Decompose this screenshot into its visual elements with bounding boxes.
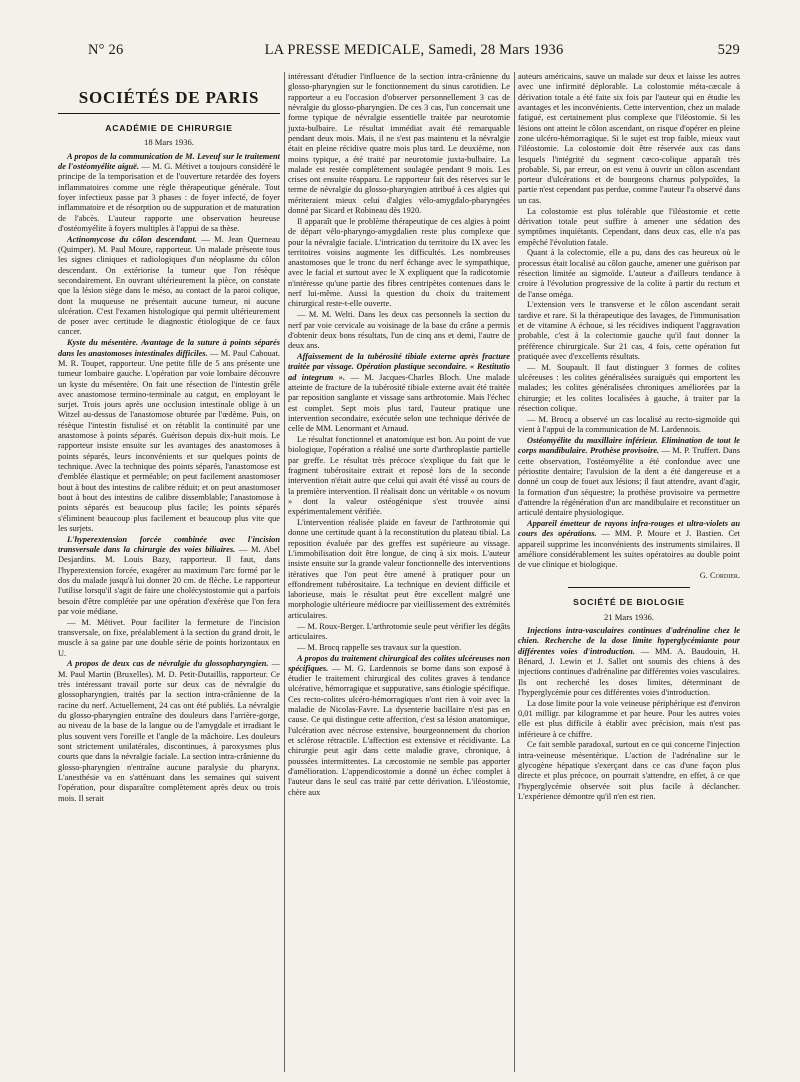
biologie-body: [518, 626, 740, 802]
article-paragraph: [288, 622, 510, 643]
journal-title: LA PRESSE MEDICALE, Samedi, 28 Mars 1936: [264, 42, 564, 58]
article-text: Ce fait semble paradoxal, surtout en ce qui concerne l'injection intra-veineuse mésentérique. L'action de l'adrénaline sur le glycogène hépatique s'exerçant dans ce cas d'une façon plus directe et plus précoce, on pourrait s'attendre, en effet, à ce que l'hyperglycémie observée soit plus facile à déclancher. L'expérience démontre qu'il n'en est rien.: [518, 740, 740, 801]
article-paragraph: [288, 217, 510, 310]
article-heading: A propos de deux cas de névralgie du glossopharyngien.: [67, 659, 269, 669]
article-text: — M. Paul Cabouat. M. R. Toupet, rapporteur. Une petite fille de 5 ans présente une tumeur lombaire gauche. L'opération par voie lombaire découvre un kyste du mésentère. On fait une résection de l'intestin grêle avec anastomose termino-terminale au catgut, en employant le surjet. Trois jours après une occlusion intestinale oblige à un Witzel au-dessus de l'anastomose obturée par l'œdème. Puis, on résèque l'intestin fistulisé et on rétablit la continuité par une anastomose à points séparés. Guérison depuis dix-huit mois. Le rapporteur insiste ensuite sur les avantages des anastomoses à points séparés, leurs inconvénients et sur quelques points de technique. Avec la technique des points séparés, l'anastomose est d'emblée élastique et perméable; on peut facilement anastomoser bout à bout des intestins de calibre réduit; et on peut anastomoser bout à bout des intestins de calibre dissemblable; l'anastomose à points séparés est beaucoup plus facile; les points séparés s'éliminent beaucoup plus facilement et beaucoup plus vite que les surjets.: [58, 348, 281, 533]
article-text: — MM. P. Moure et J. Bastien. Cet appareil supprime les inconvénients des instruments similaires. Il améliore considérablement les suites opératoires au double point de vue clinique et biologique.: [518, 529, 740, 570]
article-paragraph: [58, 152, 280, 235]
article-paragraph: [58, 338, 280, 534]
article-heading: Kyste du mésentère. Avantage de la suture à points séparés dans les anastomoses intestinales difficiles.: [58, 338, 280, 358]
academie-title: ACADÉMIE DE CHIRURGIE: [105, 123, 233, 133]
article-heading: L'hyperextension forcée combinée avec l'incision transversale dans la chirurgie des voies biliaires.: [58, 534, 280, 554]
article-text: — M. Soupault. Il faut distinguer 3 formes de colites ulcéreuses : les colites généralisées suraiguës qui emportent les malades; les colites généralisées chroniques améliorées par la chirurgie; et les colites localisées à gauche, à traiter par la résection colique.: [518, 362, 740, 413]
page-header: [88, 42, 740, 66]
section-title: SOCIÉTÉS DE PARIS: [58, 88, 280, 114]
column-1-body: [58, 152, 280, 804]
article-paragraph: [288, 72, 510, 216]
column-2-body: [288, 72, 510, 798]
article-paragraph: [288, 518, 510, 621]
article-text: — M. Roux-Berger. L'arthrotomie seule peut vérifier les dégâts articulaires.: [288, 621, 510, 641]
column-2: [288, 72, 510, 798]
article-paragraph: [518, 72, 740, 206]
article-heading: A propos du traitement chirurgical des colites ulcéreuses non spécifiques.: [288, 653, 510, 673]
biologie-date: 21 Mars 1936.: [604, 611, 654, 622]
article-paragraph: [58, 235, 280, 338]
article-text: Il apparaît que le problème thérapeutique de ces algies à point de départ vélo-pharyngo-amygdalien reste plus complexe que pour la névralgie faciale. L'intrication du territoire du IX avec les territoires voisins augmente les difficultés. Les nombreuses anastomoses que le tronc du nerf échange avec le sympathique, avec le facial et surtout avec le X expliquent que la radicotomie n'intéresse qu'une partie des fibres centripètes contenues dans le nerf lui-même. Aussi la question du choix du traitement chirurgical reste-t-elle ouverte.: [288, 216, 510, 309]
article-paragraph: [518, 207, 740, 248]
article-heading: Ostéomyélite du maxillaire inférieur. Elimination de tout le corps mandibulaire. Prothèse provisoire.: [518, 435, 740, 456]
section-divider: [568, 587, 690, 588]
article-heading: Appareil émetteur de rayons infra-rouges et ultra-violets au cours des opérations.: [518, 518, 740, 539]
issue-number: N° 26: [88, 42, 124, 58]
article-text: — M. G. Lardennois se borne dans son exposé à étudier le traitement chirurgical des colites graves à tendance ulcérative, hémorragique et suppurative, sans étiologie spécifique. Ces recto-colites ulcéro-hémorragiques n'ont rien à voir avec la maladie de Nicolas-Favre. La dysenterie bacillaire n'est pas en cause. Ce qui distingue cette affection, c'est sa lésion anatomique, l'ulcération avec nécrose extensive, bourgeonnement du chorion et sclérose rétractile. L'affection est extensive et récidivante. La chirurgie peut agir dans cette maladie grave, chronique, à poussées intermittentes. La cæcostomie ne semble pas apporter d'amélioration. L'appendicostomie a donné un échec complet à l'auteur dans le seul cas traité par cette dérivation. L'iléostomie, chère aux: [288, 663, 510, 797]
article-paragraph: [288, 643, 510, 653]
article-text: L'extension vers le transverse et le côlon ascendant serait tardive et rare. Si la thérapeutique des lavages, de l'immunisation et de vitamine A échoue, si les récidives indiquent l'aggravation probable, c'est à la colectomie gauche qu'il faut donner la préférence chirurgicale. Sur 21 cas, 4 fois, cette opération fut pratiquée avec d'excellents résultats.: [518, 300, 740, 361]
column-divider: [514, 72, 515, 1072]
article-paragraph: [288, 654, 510, 798]
article-text: — M. Jean Querneau (Quimper). M. Paul Moure, rapporteur. Un malade présente tous les signes cliniques et radiologiques d'un néoplasme du côlon descendant. On extériorise la tumeur que l'on résèque secondairement. En ouvrant ultérieurement la pièce, on constate que la lésion siège dans le méso, au contact de la paroi colique, dont la muqueuse ne présentait aucune tumeur, ni aucune ulcération. C'est l'examen histologique qui permit ultérieurement de poser avec certitude le diagnostic étiologique de ce faux cancer.: [58, 234, 280, 337]
article-paragraph: [58, 618, 280, 659]
article-text: — M. P. Truffert. Dans cette observation, l'ostéomyélite a été confondue avec une périostite dentaire; l'avulsion de la dent a été dangereuse et a donné un coup de fouet aux lésions; il faut attendre, avant d'agir, la formation d'un séquestre; la prothèse provisoire va permettre d'attendre la régénération d'un arc mandibulaire et reconstituer un articulé dentaire physiologique.: [518, 446, 740, 518]
article-paragraph: [518, 436, 740, 519]
article-text: La colostomie est plus tolérable que l'iléostomie et cette dérivation totale peut suffire à amener une sédation des symptômes inquiétants. Cependant, dans deux cas, elle n'a pas empêché l'évolution fatale.: [518, 206, 740, 247]
article-text: intéressant d'étudier l'influence de la section intra-crânienne du glosso-pharyngien sur le fonctionnement du sinus carotidien. Le rapporteur a eu l'occasion d'observer personnellement 3 cas de névralgie du glosso-pharyngien. De ces 3 cas, l'un concernait une forme typique de névralgie essentielle traitée par neurotomie juxta-bulbaire. Le résultat immédiat avait été remarquable pendant deux mois. Mais, il ne s'est pas maintenu et la névralgie était en pleine récidive quatre mois plus tard. Le deuxième, non moins typique, a été traité par neurotomie juxta-bulbaire. La malade est restée complètement soulagée pendant 9 mois. Les crises ont ensuite réapparu. Le rapporteur fait des réserves sur le terme de névralgie du glosso-pharyngien attribué à ces algies qui mériteraient mieux celui d'algies vélo-amygdalo-pharyngées donné par Sicard et Robineau dès 1920.: [288, 72, 510, 216]
article-heading: Actinomycose du côlon descendant.: [67, 234, 197, 244]
article-paragraph: [518, 300, 740, 362]
article-text: — M. G. Métivet a toujours considéré le principe de la temporisation et de l'ouverture retardée des foyers inflammatoires comme une règle thérapeutique générale. Tout foyer infectieux passe par 3 phases : de foyer infecté, de foyer inflammatoire et de résorption ou de suppuration et de maturation de l'abcès. L'auteur rapporte une observation heureuse d'ostéomyélite à foyers multiples à l'appui de sa thèse.: [58, 161, 280, 233]
article-paragraph: [58, 535, 280, 618]
article-paragraph: [288, 435, 510, 518]
article-text: Quant à la colectomie, elle a pu, dans des cas heureux où le processus était localisé au côlon gauche, amener une guérison par résection limitée au sigmoïde. L'auteur a d'ailleurs tendance à croire à l'évolution progressive de la colite à partir du rectum et de l'anse oméga.: [518, 248, 740, 299]
article-paragraph: [58, 659, 280, 803]
article-paragraph: [518, 699, 740, 740]
signature: G. Cordier.: [699, 571, 740, 580]
article-paragraph: [518, 740, 740, 802]
article-text: auteurs américains, sauve un malade sur deux et laisse les autres avec une infirmité déplorable. La colostomie méta-cæcale à dérivation totale a été faite six fois par l'auteur qui en étudie les avantages et les inconvénients. Cette intervention, chez un malade fatigué, est certainement plus complexe que l'iléostomie. Si les lésions ont atteint le côlon ascendant, on risque d'opérer en pleine zone ulcéro-hémorragique. Si le sujet est trop faible, mieux vaut l'iléostomie. La colostomie doit être réservée aux cas dans lesquels l'intégrité du segment cæco-colique apparaît très probable. Si, par erreur, on est venu à ouvrir un côlon ascendant porteur d'ulcérations et de bourgeons charnus polypoïdes, la partie n'est cependant pas perdue, comme l'auteur l'a observé dans un cas.: [518, 72, 740, 205]
biologie-title: SOCIÉTÉ DE BIOLOGIE: [573, 597, 685, 608]
article-paragraph: [288, 310, 510, 351]
article-text: — M. Brocq rappelle ses travaux sur la question.: [297, 642, 462, 652]
column-3: [518, 72, 740, 803]
article-paragraph: [518, 626, 740, 698]
article-text: — M. Paul Martin (Bruxelles). M. D. Petit-Dutaillis, rapporteur. Ce très intéressant travail porte sur deux cas de névralgie du glossopharyngien, traités par la section intra-crânienne de la racine du nerf. Actuellement, 24 cas ont été publiés. La névralgie du glosso-pharyngien entraîne des douleurs dans l'arrière-gorge, au niveau de la base de la langue ou de l'amygdale et irradiant le plus souvent vers l'oreille et l'angle de la mâchoire. Les douleurs sont strictement unilatérales, discontinues, à paroxysmes plus courts que dans la névralgie faciale. La section intra-crânienne du glosso-pharyngien n'entraîne aucune paralysie du pharynx. L'anesthésie va en s'atténuant dans les semaines qui suivent l'opération, pour disparaître complètement après deux ou trois mois. Il serait: [58, 659, 280, 803]
article-text: — M. Métivet. Pour faciliter la fermeture de l'incision transversale, on fixe, préalablement à la section du grand droit, le muscle à sa gaine par une double série de points horizontaux en U.: [58, 617, 280, 658]
article-text: Le résultat fonctionnel et anatomique est bon. Au point de vue biologique, l'opération a réalisé une sorte d'arthroplastie partielle par greffe. Le résultat très précoce s'explique du fait que le fragment tubérositaire extrait et reposé lors de la seconde intervention n'était autre que celui qui avait été vissé au cours de la première intervention. Il réalisait donc un véritable « os novum » dont la valeur ostéogénique s'est trouvée ainsi expérimentalement vérifiée.: [288, 434, 510, 517]
article-text: L'intervention réalisée plaide en faveur de l'arthrotomie qui donne une certitude quant à la reconstitution du plateau tibial. La reposition évaluée par des greffes est supérieure au vissage. L'immobilisation doit être longue, de cinq à six mois. L'auteur insiste ensuite sur la grande valeur fonctionnelle des interventions itératives que l'on peut être amené à pratiquer pour un effondrement tubérositaire. La technique en devient difficile et laborieuse, mais le résultat peut être excellent malgré une morphologie ultérieure médiocre par vieillissement des extrémités articulaires.: [288, 517, 510, 620]
article-text: — M. M. Welti. Dans les deux cas personnels la section du nerf par voie cervicale au voisinage de la base du crâne a permis d'obtenir deux bons résultats, l'un de cinq ans et demi, l'autre de deux ans.: [288, 310, 510, 351]
article-paragraph: [518, 248, 740, 300]
article-paragraph: [518, 415, 740, 436]
column-1: [58, 72, 280, 804]
article-heading: Injections intra-vasculaires continues d'adrénaline chez le chien. Recherche de la dose limite hyperglycémiante pour différentes voies d'introduction.: [518, 625, 740, 656]
column-divider: [284, 72, 285, 1072]
column-3-body: [518, 72, 740, 571]
article-text: La dose limite pour la voie veineuse périphérique est d'environ 0,01 milligr. par kilogramme et par heure. Pour les autres voies elle est plus difficile à établir avec précision, mais n'est pas inférieure à ce chiffre.: [518, 698, 740, 739]
article-heading: Affaissement de la tubérosité tibiale externe après fracture traitée par vissage. Opération plastique secondaire. « Restitutio ad integrum ».: [288, 351, 510, 382]
article-paragraph: [518, 363, 740, 415]
page-number: 529: [717, 42, 740, 58]
article-paragraph: [288, 352, 510, 435]
article-text: — M. Abel Desjardins. M. Louis Bazy, rapporteur. Il faut, dans l'hyperextension forcée, exagérer au maximum l'arc formé par le dos du malade jusqu'à lui donner 20 cm. de flèche. Le rapporteur l'utilise lorsqu'il s'agit de faire une cholécystostomie qui a parfois besoin d'être complétée par une opération d'exérèse que l'on fera par voie médiane.: [58, 545, 280, 616]
article-text: — M. Jacques-Charles Bloch. Une malade atteinte de fracture de la tubérosité tibiale externe avait été traitée par reposition sanglante et vissage sans arthrotomie. Mais l'échec est complet. Sept mois plus tard, l'auteur pratique une intervention secondaire, exécutée selon une technique dérivée de celle de MM. Lenormant et Arnaud.: [288, 372, 510, 434]
article-paragraph: [518, 519, 740, 571]
article-text: — MM. A. Baudouin, H. Bénard, J. Lewin et J. Sallet ont soumis des chiens à des injections continues d'adrénaline par différentes voies vasculaires. Ils ont recherché les doses limites, déterminant de l'hyperglycémie pour ces différentes voies d'introduction.: [518, 646, 740, 697]
article-text: — M. Brocq a observé un cas localisé au recto-sigmoïde qui vient à l'appui de la communication de M. Lardennois.: [518, 414, 740, 435]
article-heading: A propos de la communication de M. Leveuf sur le traitement de l'ostéomyélite aiguë.: [58, 151, 280, 171]
academie-date: 18 Mars 1936.: [144, 137, 194, 148]
